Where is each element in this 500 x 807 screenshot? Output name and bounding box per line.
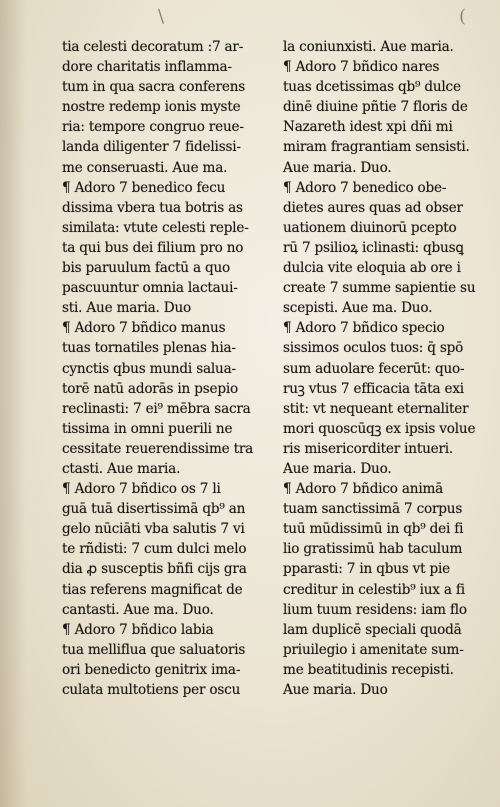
text-line: tuam sanctissimā 7 corpus	[283, 501, 463, 518]
text-column-left	[62, 37, 274, 700]
text-line: tuū mūdissimū in qb⁹ dei fi	[283, 521, 464, 538]
text-line: ¶ Adoro 7 bñdico specio	[283, 320, 445, 337]
text-line: dinē diuine pñtie 7 floris de	[283, 99, 468, 116]
text-line: me conseruasti. Aue ma.	[62, 159, 228, 176]
text-line: lium tuum residens: iam flo	[283, 601, 467, 618]
text-line: lam duplicē speciali quodā	[283, 621, 462, 638]
text-line: lio gratissimū hab taculum	[283, 541, 463, 558]
text-line: uationem diuinorū pcepto	[283, 219, 457, 236]
text-line: dia ꝓ susceptis bñfi cijs gra	[62, 561, 247, 578]
page-mark-left: \	[158, 6, 165, 27]
text-line: dietes aures quas ad obser	[283, 199, 463, 216]
text-line: create 7 summe sapientie su	[283, 280, 476, 297]
text-line: tum in qua sacra conferens	[62, 79, 246, 96]
text-line: ¶ Adoro 7 bñdico labia	[62, 621, 214, 638]
text-line: Aue maria. Duo	[283, 682, 388, 698]
text-line: tia celesti decoratum :7 ar-	[62, 39, 244, 55]
text-line: tuas tornatiles plenas hia-	[62, 340, 236, 357]
text-line: scepisti. Aue ma. Duo.	[283, 300, 433, 317]
text-line: ctasti. Aue maria.	[62, 460, 181, 477]
text-line: ¶ Adoro 7 benedico obe-	[283, 179, 447, 196]
text-line: gelo nūciāti vba salutis 7 vi	[62, 521, 245, 538]
text-line: guā tuā disertissimā qb⁹ an	[62, 501, 246, 518]
text-line: similata: vtute celesti reple-	[62, 219, 249, 236]
text-line: te rñdisti: 7 cum dulci melo	[62, 541, 247, 558]
text-line: ris misericorditer intueri.	[283, 440, 454, 457]
text-line: dissima vbera tua botris as	[62, 199, 243, 216]
text-line: miram fragrantiam sensisti.	[283, 139, 470, 156]
text-line: nostre redemp ionis myste	[62, 99, 241, 116]
text-line: tias referens magnificat de	[62, 581, 243, 598]
text-line: mori quoscūqꝫ ex ipsis volue	[283, 420, 476, 437]
text-line: ¶ Adoro 7 bñdico os 7 li	[62, 481, 221, 498]
binding-shadow	[0, 0, 26, 807]
text-line: torē natū adorās in psepio	[62, 380, 238, 397]
text-line: bis paruulum factū a quo	[62, 260, 231, 277]
text-line: ruꝫ vtus 7 efficacia tāta exi	[283, 380, 464, 397]
text-line: reclinasti: 7 ei⁹ mēbra sacra	[62, 400, 251, 417]
text-line: me beatitudinis recepisti.	[283, 661, 454, 678]
text-line: ¶ Adoro 7 benedico fecu	[62, 179, 226, 196]
text-line: ¶ Adoro 7 bñdico nares	[283, 59, 440, 76]
text-line: tissima in omni puerili ne	[62, 420, 233, 437]
text-column-right	[283, 37, 493, 700]
text-line: Aue maria. Duo.	[283, 460, 392, 477]
text-line: ¶ Adoro 7 bñdico manus	[62, 320, 226, 337]
text-line: sissimos oculos tuos: q̄ spō	[283, 340, 464, 357]
text-line: landa diligenter 7 fidelissi-	[62, 139, 241, 156]
text-line: ori benedicto genitrix ima-	[62, 661, 241, 678]
text-line: pascuuntur omnia lactaui-	[62, 280, 238, 297]
page-mark-right: (	[459, 6, 467, 27]
text-line: sum aduolare fecerūt: quo-	[283, 360, 465, 377]
text-line: ria: tempore congruo reue-	[62, 119, 244, 136]
text-line: dulcia vite eloquia ab ore i	[283, 260, 461, 277]
text-line: pparasti: 7 in qbus vt pie	[283, 561, 451, 578]
text-line: ta qui bus dei filium pro no	[62, 239, 244, 256]
text-line: tuas dcetissimas qb⁹ dulce	[283, 79, 461, 96]
text-line: cessitate reuerendissime tra	[62, 440, 254, 457]
text-line: la coniunxisti. Aue maria.	[283, 39, 454, 55]
text-line: sti. Aue maria. Duo	[62, 300, 191, 317]
text-line: cantasti. Aue ma. Duo.	[62, 601, 214, 618]
text-line: Nazareth idest xpi dñi mi	[283, 119, 453, 136]
text-line: culata multotiens per oscu	[62, 682, 241, 698]
text-line: creditur in celestib⁹ iux a fi	[283, 581, 465, 598]
text-line: priuilegio i amenitate sum-	[283, 641, 464, 658]
text-line: Aue maria. Duo.	[283, 159, 392, 176]
text-line: cynctis qbus mundi salua-	[62, 360, 236, 377]
text-line: ¶ Adoro 7 bñdico animā	[283, 481, 444, 498]
text-line: stit: vt nequeant eternaliter	[283, 400, 469, 417]
text-line: tua melliflua que saluatoris	[62, 641, 246, 658]
text-line: rū 7 psilioꝝ iclinasti: qbusꝗ	[283, 239, 464, 256]
text-line: dore charitatis inflamma-	[62, 59, 232, 76]
